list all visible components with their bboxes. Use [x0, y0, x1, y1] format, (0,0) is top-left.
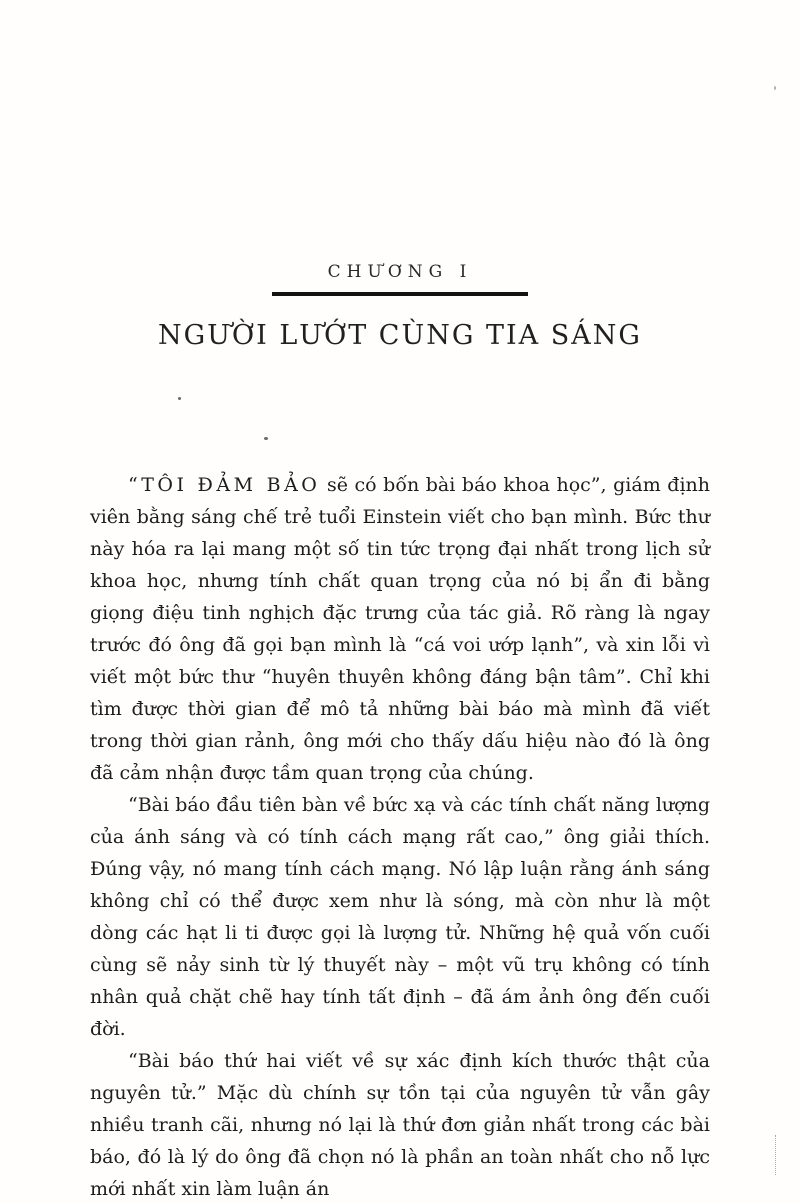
body-text	[90, 469, 710, 1203]
scan-speck	[178, 397, 181, 400]
chapter-label: CHƯƠNG I	[327, 262, 473, 282]
paragraph-1-text: sẽ có bốn bài báo khoa học”, giám định viên bằng sáng chế trẻ tuổi Einstein viết cho bạn mình. Bức thư này hóa ra lại mang một số tin tức trọng đại nhất trong lịch sử khoa học, nhưng tính chất quan trọng của nó bị ẩn đi bằng giọng điệu tinh nghịch đặc trưng của tác giả. Rõ ràng là ngay trước đó ông đã gọi bạn mình là “cá voi ướp lạnh”, và xin lỗi vì viết một bức thư “huyên thuyên không đáng bận tâm”. Chỉ khi tìm được thời gian để mô tả những bài báo mà mình đã viết trong thời gian rảnh, ông mới cho thấy dấu hiệu nào đó là ông đã cảm nhận được tầm quan trọng của chúng.	[90, 474, 710, 784]
paragraph-3: “Bài báo thứ hai viết về sự xác định kích thước thật của nguyên tử.” Mặc dù chính sự tồn tại của nguyên tử vẫn gây nhiều tranh cãi, nhưng nó lại là thứ đơn giản nhất trong các bài báo, đó là lý do ông đã chọn nó là phần an toàn nhất cho nỗ lực mới nhất xin làm luận án	[90, 1050, 710, 1200]
paragraph-1	[90, 469, 710, 789]
chapter-heading	[90, 262, 710, 351]
paragraph-2: “Bài báo đầu tiên bàn về bức xạ và các tính chất năng lượng của ánh sáng và có tính cách mạng rất cao,” ông giải thích. Đúng vậy, nó mang tính cách mạng. Nó lập luận rằng ánh sáng không chỉ có thể được xem như là sóng, mà còn như là một dòng các hạt li ti được gọi là lượng tử. Những hệ quả vốn cuối cùng sẽ nảy sinh từ lý thuyết này – một vũ trụ không có tính nhân quả chặt chẽ hay tính tất định – đã ám ảnh ông đến cuối đời.	[90, 794, 710, 1040]
page-edge-artifact	[775, 1135, 778, 1175]
chapter-rule	[272, 292, 528, 296]
paragraph-1-lead-caps: “TÔI ĐẢM BẢO	[128, 474, 321, 496]
page-title: NGƯỜI LƯỚT CÙNG TIA SÁNG	[158, 320, 642, 351]
scan-speck	[774, 86, 776, 90]
scan-speck	[264, 437, 268, 440]
